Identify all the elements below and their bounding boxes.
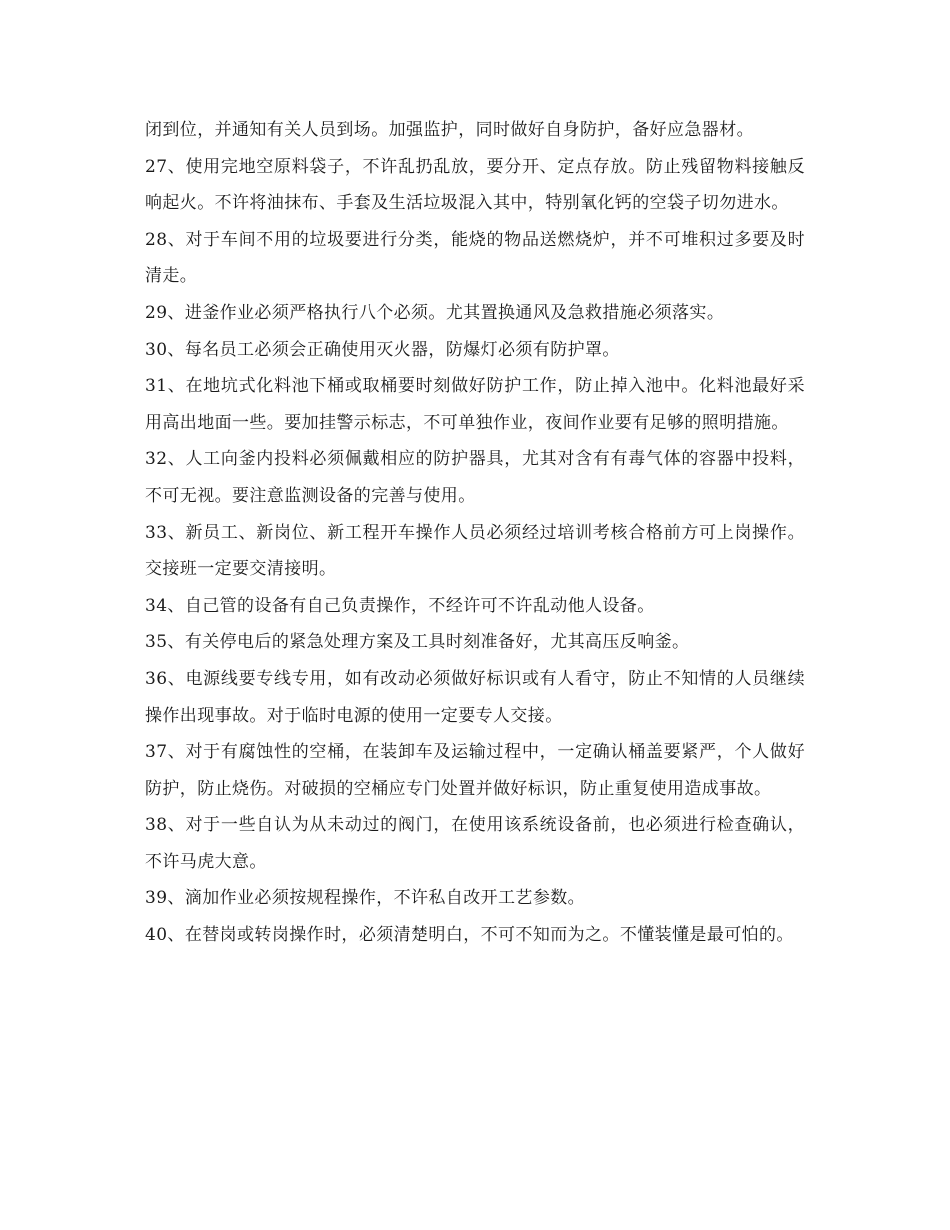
paragraph-item-29: 29、进釜作业必须严格执行八个必须。尤其置换通风及急救措施必须落实。	[145, 302, 725, 323]
paragraph-item-30: 30、每名员工必须会正确使用灭火器，防爆灯必须有防护罩。	[145, 339, 620, 360]
paragraph-item-27: 27、使用完地空原料袋子，不许乱扔乱放，要分开、定点存放。防止残留物料接触反响起火。不许将油抹布、手套及生活垃圾混入其中，特别氧化钙的空袋子切勿进水。	[145, 156, 805, 214]
paragraph-item-32: 32、人工向釜内投料必须佩戴相应的防护器具，尤其对含有有毒气体的容器中投料，不可无视。要注意监测设备的完善与使用。	[145, 449, 805, 506]
paragraph-item-39: 39、滴加作业必须按规程操作，不许私自改开工艺参数。	[145, 888, 586, 909]
paragraph-item-36: 36、电源线要专线专用，如有改动必须做好标识或有人看守，防止不知情的人员继续操作出现事故。对于临时电源的使用一定要专人交接。	[145, 668, 805, 726]
paragraph-item-31: 31、在地坑式化料池下桶或取桶要时刻做好防护工作，防止掉入池中。化料池最好采用高出地面一些。要加挂警示标志，不可单独作业，夜间作业要有足够的照明措施。	[145, 376, 805, 433]
paragraph-item-38: 38、对于一些自认为从未动过的阀门，在使用该系统设备前，也必须进行检查确认，不许马虎大意。	[145, 815, 805, 872]
paragraph-item-40: 40、在替岗或转岗操作时，必须清楚明白，不可不知而为之。不懂装懂是最可怕的。	[145, 925, 794, 946]
paragraph-item-28: 28、对于车间不用的垃圾要进行分类，能烧的物品送燃烧炉，并不可堆积过多要及时清走。	[145, 229, 805, 287]
paragraph-item-34: 34、自己管的设备有自己负责操作，不经许可不许乱动他人设备。	[145, 595, 655, 616]
document-body	[145, 112, 805, 954]
paragraph-item-35: 35、有关停电后的紧急处理方案及工具时刻准备好，尤其高压反响釜。	[145, 632, 690, 653]
paragraph-item-37: 37、对于有腐蚀性的空桶，在装卸车及运输过程中，一定确认桶盖要紧严，个人做好防护，防止烧伤。对破损的空桶应专门处置并做好标识，防止重复使用造成事故。	[145, 742, 805, 799]
paragraph-item-33: 33、新员工、新岗位、新工程开车操作人员必须经过培训考核合格前方可上岗操作。交接班一定要交清接明。	[145, 522, 805, 580]
paragraph-continuation: 闭到位，并通知有关人员到场。加强监护，同时做好自身防护，备好应急器材。	[145, 120, 754, 140]
